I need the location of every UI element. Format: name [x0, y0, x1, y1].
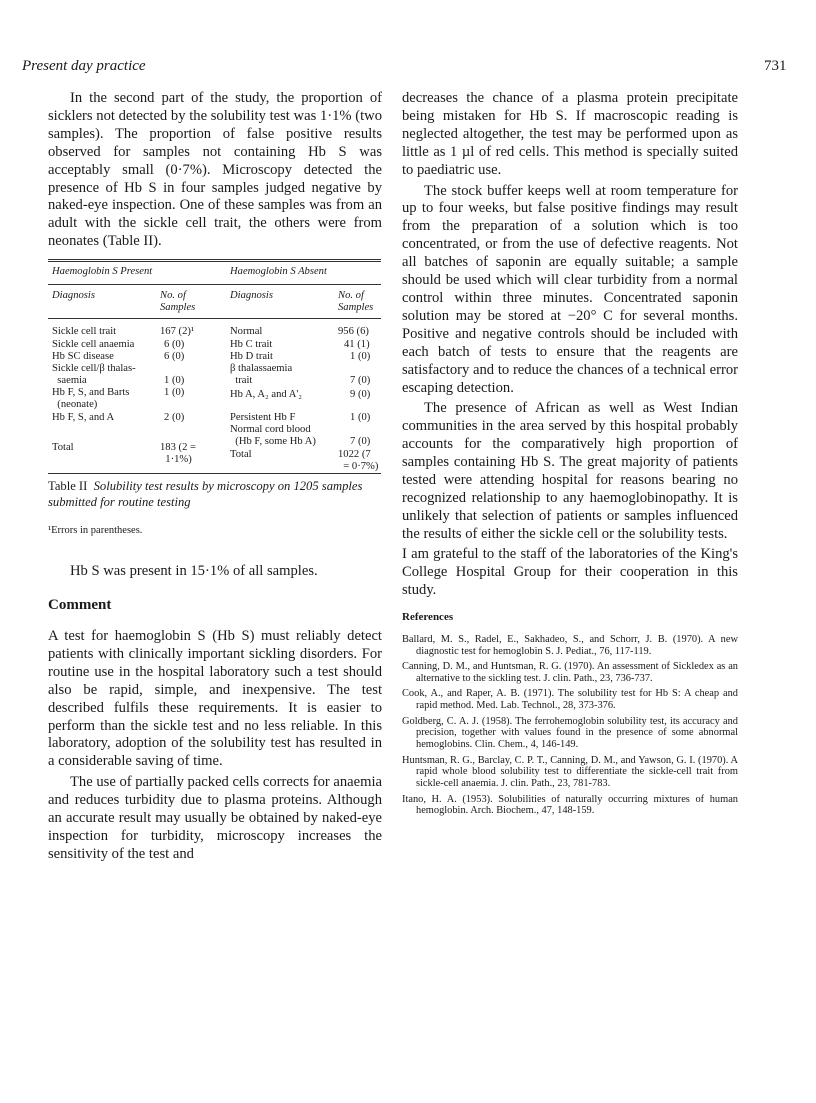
body-paragraph: decreases the chance of a plasma protein precipitate being mistaken for Hb S. If macroscopic reading is neglected altogether, the test may be performed upon as little as 1 µl of red cells. This method is specially suited to paediatric use. — [402, 90, 738, 178]
table-cell: 1 (0) — [164, 375, 185, 386]
table-rule — [48, 318, 381, 319]
body-paragraph: The use of partially packed cells corrects for anaemia and reduces turbidity due to plasma proteins. Although an accurate result may usually be obtained by naked-eye inspection for turbidity, microscopy increases the sensitivity of the test and — [48, 774, 382, 862]
table-cell-total: Total — [52, 442, 74, 453]
col-header-samples: No. of Samples — [338, 290, 374, 314]
table-cell: 956 (6) — [338, 326, 369, 337]
table-cell: Hb SC disease — [52, 351, 114, 362]
table-cell: 167 (2)¹ — [160, 326, 195, 337]
caption-label: Table II — [48, 479, 88, 493]
col-header-diagnosis: Diagnosis — [52, 290, 95, 301]
table-cell: Hb A, A₂ and A'₂ — [230, 389, 302, 400]
table-cell: Sickle cell trait — [52, 326, 117, 337]
table-cell: 1 (0) — [350, 412, 371, 423]
table-rule-bottom — [48, 473, 381, 474]
table-cell: 6 (0) — [164, 339, 185, 350]
table-cell-total: 183 (2 = 1·1%) — [160, 442, 196, 466]
running-header: Present day practice — [22, 58, 146, 74]
table-cell: Hb F, S, and Barts (neonate) — [52, 387, 130, 411]
table-rule-top — [48, 259, 381, 260]
body-paragraph: I am grateful to the staff of the laboratories of the King's College Hospital Group for their cooperation in this study. — [402, 546, 738, 598]
table-cell: 1 (0) — [164, 387, 185, 398]
table-ii — [48, 262, 382, 472]
table-cell: 2 (0) — [164, 412, 185, 423]
table-cell: 7 (0) — [350, 436, 371, 447]
table-cell: Normal — [230, 326, 263, 337]
table-cell-total: Total — [230, 449, 252, 460]
col-header-diagnosis: Diagnosis — [230, 290, 273, 301]
references-heading: References — [402, 611, 454, 623]
table-cell: 9 (0) — [350, 389, 371, 400]
table-cell: Persistent Hb F — [230, 412, 296, 423]
caption-text: Solubility test results by microscopy on 1205 samples submitted for routine testing — [48, 479, 363, 509]
page-number: 731 — [764, 58, 787, 74]
body-paragraph: A test for haemoglobin S (Hb S) must reliably detect patients with clinically important sickling disorders. For routine use in the hospital laboratory such a test should also be rapid, simple, and inexpensive. The test described fulfils these requirements. It is easier to perform than the sickle test and no less reliable. In this laboratory, adoption of the solubility test has resulted in a considerable saving of time. — [48, 628, 382, 770]
table-caption — [48, 478, 388, 510]
table-cell: 41 (1) — [344, 339, 370, 350]
body-paragraph: The stock buffer keeps well at room temperature for up to four weeks, but false positive findings may result from the preparation of a solution which is too concentrated, or from the use of defective reagents. Not all batches of saponin are equally suitable; a sample should be used which will clear turbidity from a normal control within three minutes. Concentrated saponin solution may be stored at −20° C for several months. Positive and negative controls should be included with each batch of tests to ensure that the reagents are satisfactory and to reduce the chances of a technical error escaping detection. — [402, 182, 738, 396]
body-paragraph: In the second part of the study, the proportion of sicklers not detected by the solubility test was 1·1% (two samples). The proportion of false positive results observed for samples not containing Hb S was acceptably small (0·7%). Microscopy detected the presence of Hb S in four samples judged negative by naked-eye inspection. One of these samples was from an adult with the sickle cell trait, the others were from neonates (Table II). — [48, 90, 382, 250]
col-header-samples: No. of Samples — [160, 290, 196, 314]
table-cell: 7 (0) — [350, 375, 371, 386]
group-heading-absent: Haemoglobin S Absent — [230, 266, 327, 277]
table-cell: Sickle cell anaemia — [52, 339, 135, 350]
table-cell: Hb D trait — [230, 351, 273, 362]
table-cell: β thalassaemia trait — [230, 363, 293, 387]
table-cell: Hb C trait — [230, 339, 273, 350]
reference-item: Canning, D. M., and Huntsman, R. G. (1970). An assessment of Sickledex as an alternative to the sickling test. J. clin. Path., 23, 736-737. — [402, 661, 738, 684]
reference-item: Cook, A., and Raper, A. B. (1971). The solubility test for Hb S: A cheap and rapid method. Med. Lab. Technol., 28, 373-376. — [402, 688, 738, 712]
comment-heading: Comment — [48, 597, 112, 613]
table-cell: Hb F, S, and A — [52, 412, 115, 423]
group-heading-present: Haemoglobin S Present — [52, 266, 153, 277]
reference-item: Huntsman, R. G., Barclay, C. P. T., Canning, D. M., and Yawson, G. I. (1970). A rapid whole blood solubility test to differentiate the sickle-cell trait from sickle-cell anaemia. J. clin. Path., 23, 781-783. — [402, 754, 738, 790]
table-cell: 1 (0) — [350, 351, 371, 362]
reference-item: Itano, H. A. (1953). Solubilities of naturally occurring mixtures of human hemoglobin. Arch. Biochem., 47, 148-159. — [402, 793, 738, 817]
table-cell-total: 1022 (7 = 0·7%) — [338, 449, 379, 473]
right-column — [402, 90, 738, 544]
table-cell: Normal cord blood (Hb F, some Hb A) — [230, 424, 316, 448]
table-cell: 6 (0) — [164, 351, 185, 362]
left-column-mid — [48, 563, 382, 581]
table-rule — [48, 284, 381, 285]
body-paragraph: Hb S was present in 15·1% of all samples. — [70, 563, 318, 579]
acknowledgement — [402, 546, 738, 600]
reference-item: Goldberg, C. A. J. (1958). The ferrohemoglobin solubility test, its accuracy and precision, together with values found in the presence of some abnormal hemoglobins. Clin. Chem., 4, 146-149. — [402, 715, 738, 751]
body-paragraph: The presence of African as well as West Indian communities in the area served by this hospital probably accounts for the comparatively high proportion of samples containing Hb S. The great majority of patients tested were attending hospital for reasons bearing no recognized relationship to any haemoglobinopathy. It is unlikely that selection of patients or samples influenced the results of either the sickle cell or the solubility tests. — [402, 400, 738, 542]
reference-list — [402, 634, 738, 821]
reference-item: Ballard, M. S., Radel, E., Sakhadeo, S., and Schorr, J. B. (1970). A new diagnostic test for hemoglobin S. J. Pediat., 76, 117-119. — [402, 634, 738, 657]
table-footnote: ¹Errors in parentheses. — [48, 525, 143, 536]
left-column-top — [48, 90, 382, 251]
table-cell: Sickle cell/β thalas- saemia — [52, 363, 136, 387]
left-column-bottom — [48, 628, 382, 864]
